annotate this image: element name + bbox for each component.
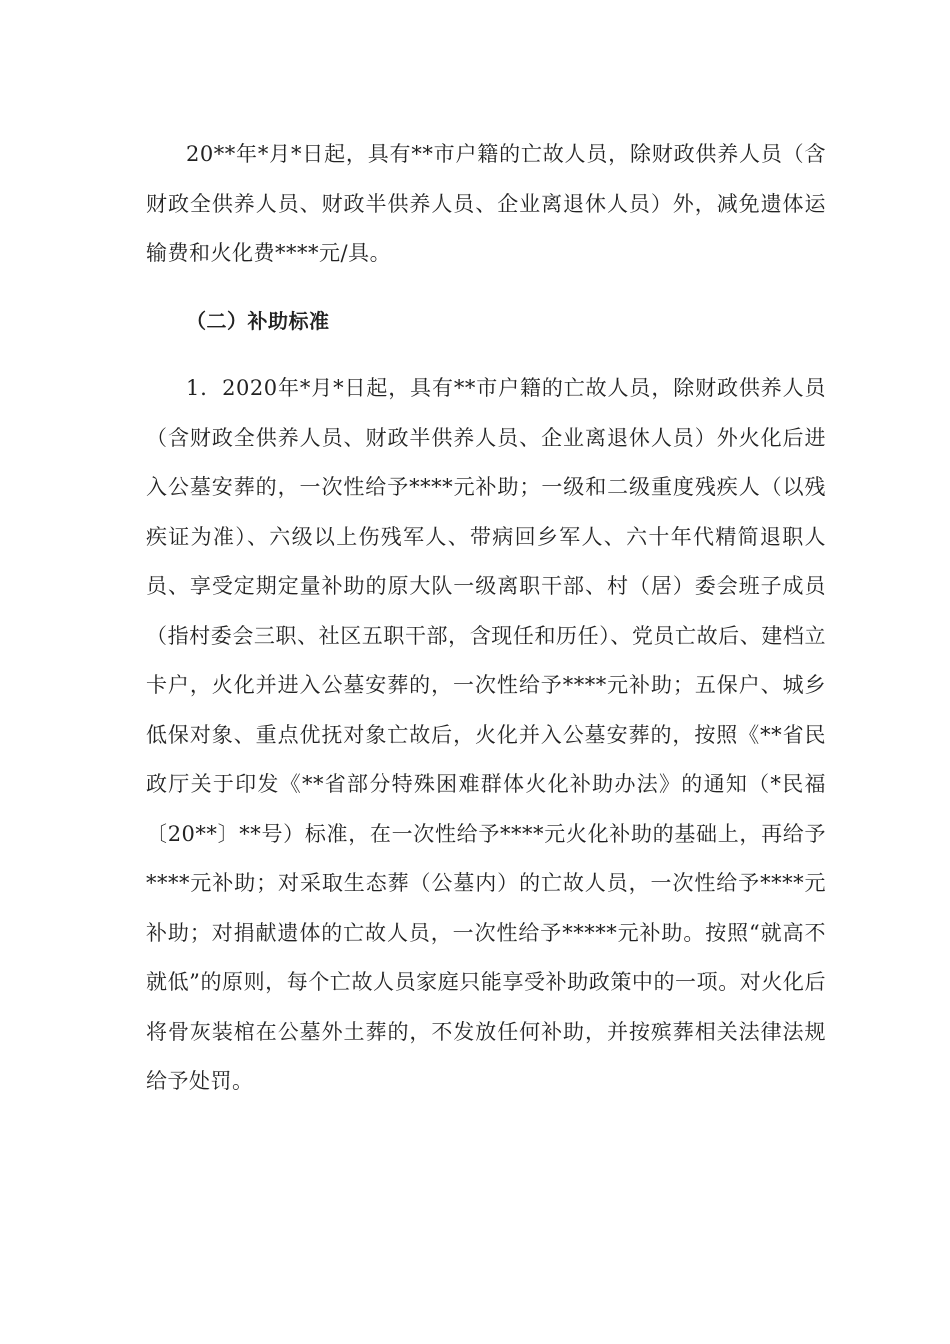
document-body [146,130,826,1107]
section-heading-subsidy-standard: （二）补助标准 [186,308,330,333]
paragraph-gap [146,279,826,297]
paragraph-gap [146,346,826,364]
paragraph-subsidy-details: 1．2020年*月*日起，具有**市户籍的亡故人员，除财政供养人员（含财政全供养人员、财政半供养人员、企业离退休人员）外火化后进入公墓安葬的，一次性给予****元补助；一级和二级重度残疾人（以残疾证为准）、六级以上伤残军人、带病回乡军人、六十年代精简退职人员、享受定期定量补助的原大队一级离职干部、村（居）委会班子成员（指村委会三职、社区五职干部，含现任和历任）、党员亡故后、建档立卡户，火化并进入公墓安葬的，一次性给予****元补助；五保户、城乡低保对象、重点优抚对象亡故后，火化并入公墓安葬的，按照《**省民政厅关于印发《**省部分特殊困难群体火化补助办法》的通知（*民福〔20**〕**号）标准，在一次性给予****元火化补助的基础上，再给予****元补助；对采取生态葬（公墓内）的亡故人员，一次性给予****元补助；对捐献遗体的亡故人员，一次性给予*****元补助。按照“就高不就低”的原则，每个亡故人员家庭只能享受补助政策中的一项。对火化后将骨灰装棺在公墓外土葬的，不发放任何补助，并按殡葬相关法律法规给予处罚。 [146,376,826,1093]
paragraph-reduction-policy: 20**年*月*日起，具有**市户籍的亡故人员，除财政供养人员（含财政全供养人员、财政半供养人员、企业离退休人员）外，减免遗体运输费和火化费****元/具。 [146,142,826,265]
